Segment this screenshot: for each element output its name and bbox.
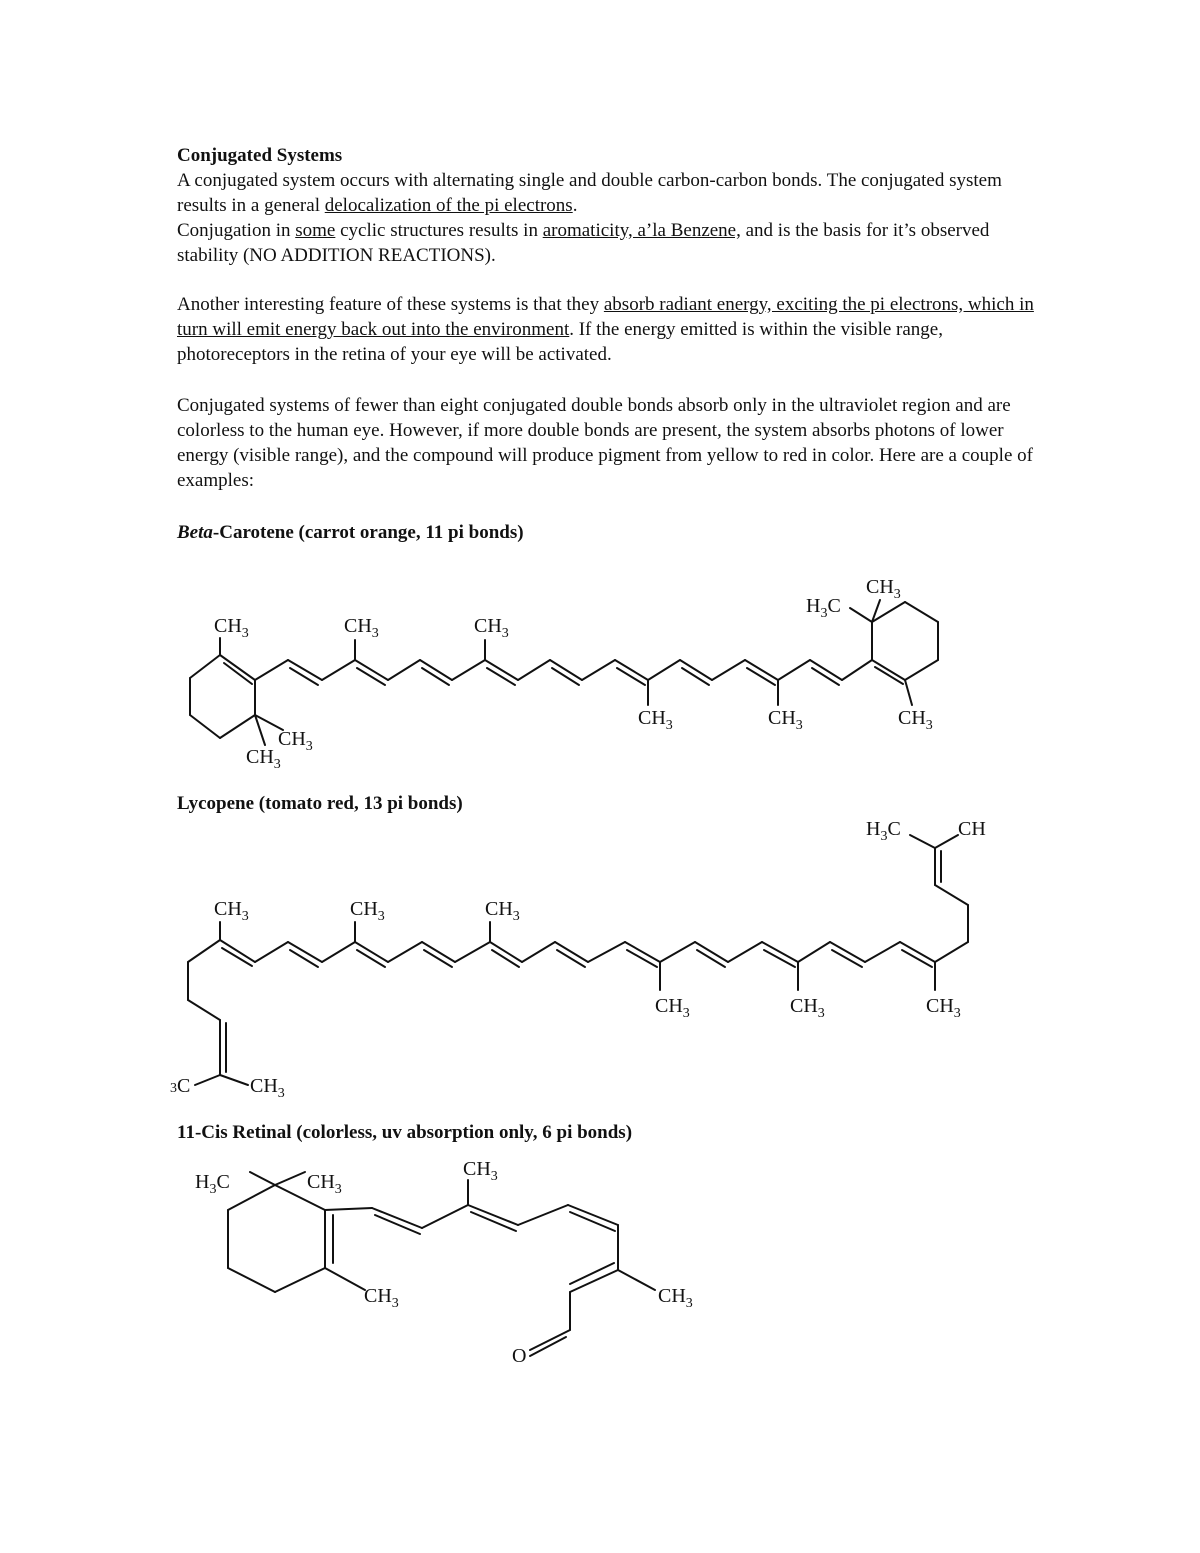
lycopene-ch3-3: $CH_3$ — [485, 898, 520, 924]
retinal-heading: 11-Cis Retinal (colorless, uv absorption only, 6 pi bonds) — [177, 1122, 633, 1143]
para1-s2b: cyclic structures results in — [335, 220, 543, 241]
para3-text: Conjugated systems of fewer than eight conjugated double bonds absorb only in the ultraviolet region and are colorless to the human eye. However, if more double bonds are present, the system absorbs photons of lower energy (visible range), and the compound will produce pigment from yellow to red in color. Here are a couple of examples: — [177, 395, 1033, 491]
carotene-ch3-7: $CH_3$ — [768, 707, 803, 733]
para1-s2c: and is the basis for it’s observed stability (NO ADDITION REACTIONS). — [177, 220, 990, 266]
lycopene-heading: Lycopene (tomato red, 13 pi bonds) — [177, 793, 463, 814]
carotene-heading-rest: -Carotene (carrot orange, 11 pi bonds) — [212, 522, 524, 543]
para1-aromaticity: aromaticity, a’la Benzene, — [542, 220, 741, 241]
para1-end: . — [572, 195, 578, 216]
lycopene-ch3-6: $CH_3$ — [926, 995, 961, 1021]
carotene-ch3-9: $CH_3$ — [866, 576, 901, 602]
para2-underlined: absorb radiant energy, exciting the pi electrons, which in turn will emit energy back out into the environment — [177, 294, 1034, 340]
para2-b: . If the energy emitted is within the visible range, photoreceptors in the retina of your eye will be activated. — [177, 319, 943, 365]
lycopene-ch3-2: $CH_3$ — [350, 898, 385, 924]
para1-text: A conjugated system occurs with alternating single and double carbon-carbon bonds. The conjugated system results in a general — [177, 170, 1002, 216]
retinal-ch3-3: $CH_3$ — [364, 1285, 399, 1311]
carotene-ch3-3: $CH_3$ — [246, 746, 281, 772]
carotene-h3c: $H_3C$ — [806, 595, 841, 621]
retinal-h3c: $H_3C$ — [195, 1171, 230, 1197]
carotene-ch3-2: $CH_3$ — [278, 728, 313, 754]
lycopene-ch3-4: $CH_3$ — [655, 995, 690, 1021]
para1-underlined: delocalization of the pi electrons — [324, 195, 573, 216]
carotene-ch3-6: $CH_3$ — [638, 707, 673, 733]
carotene-heading-italic: Beta — [177, 522, 213, 543]
retinal-ch3-4: $CH_3$ — [658, 1285, 693, 1311]
retinal-oxygen: O — [512, 1345, 527, 1367]
carotene-ch3-1: $CH_3$ — [214, 615, 249, 641]
lycopene-ch3-7: $CH_3$ — [250, 1075, 285, 1101]
lycopene-h3c-cut: 3C — [170, 1075, 191, 1097]
para1-some: some — [295, 220, 336, 241]
lycopene-ch3-cut: CH — [958, 818, 986, 840]
lycopene-ch3-1: $CH_3$ — [214, 898, 249, 924]
document-title: Conjugated Systems — [177, 145, 343, 166]
carotene-ch3-4: $CH_3$ — [344, 615, 379, 641]
lycopene-ch3-5: $CH_3$ — [790, 995, 825, 1021]
lycopene-h3c: $H_3C$ — [866, 818, 901, 844]
carotene-ch3-8: $CH_3$ — [898, 707, 933, 733]
carotene-ch3-5: $CH_3$ — [474, 615, 509, 641]
para2-a: Another interesting feature of these systems is that they — [177, 294, 604, 315]
para1-s2a: Conjugation in — [177, 220, 296, 241]
retinal-ch3-2: $CH_3$ — [463, 1158, 498, 1184]
retinal-ch3-1: $CH_3$ — [307, 1171, 342, 1197]
